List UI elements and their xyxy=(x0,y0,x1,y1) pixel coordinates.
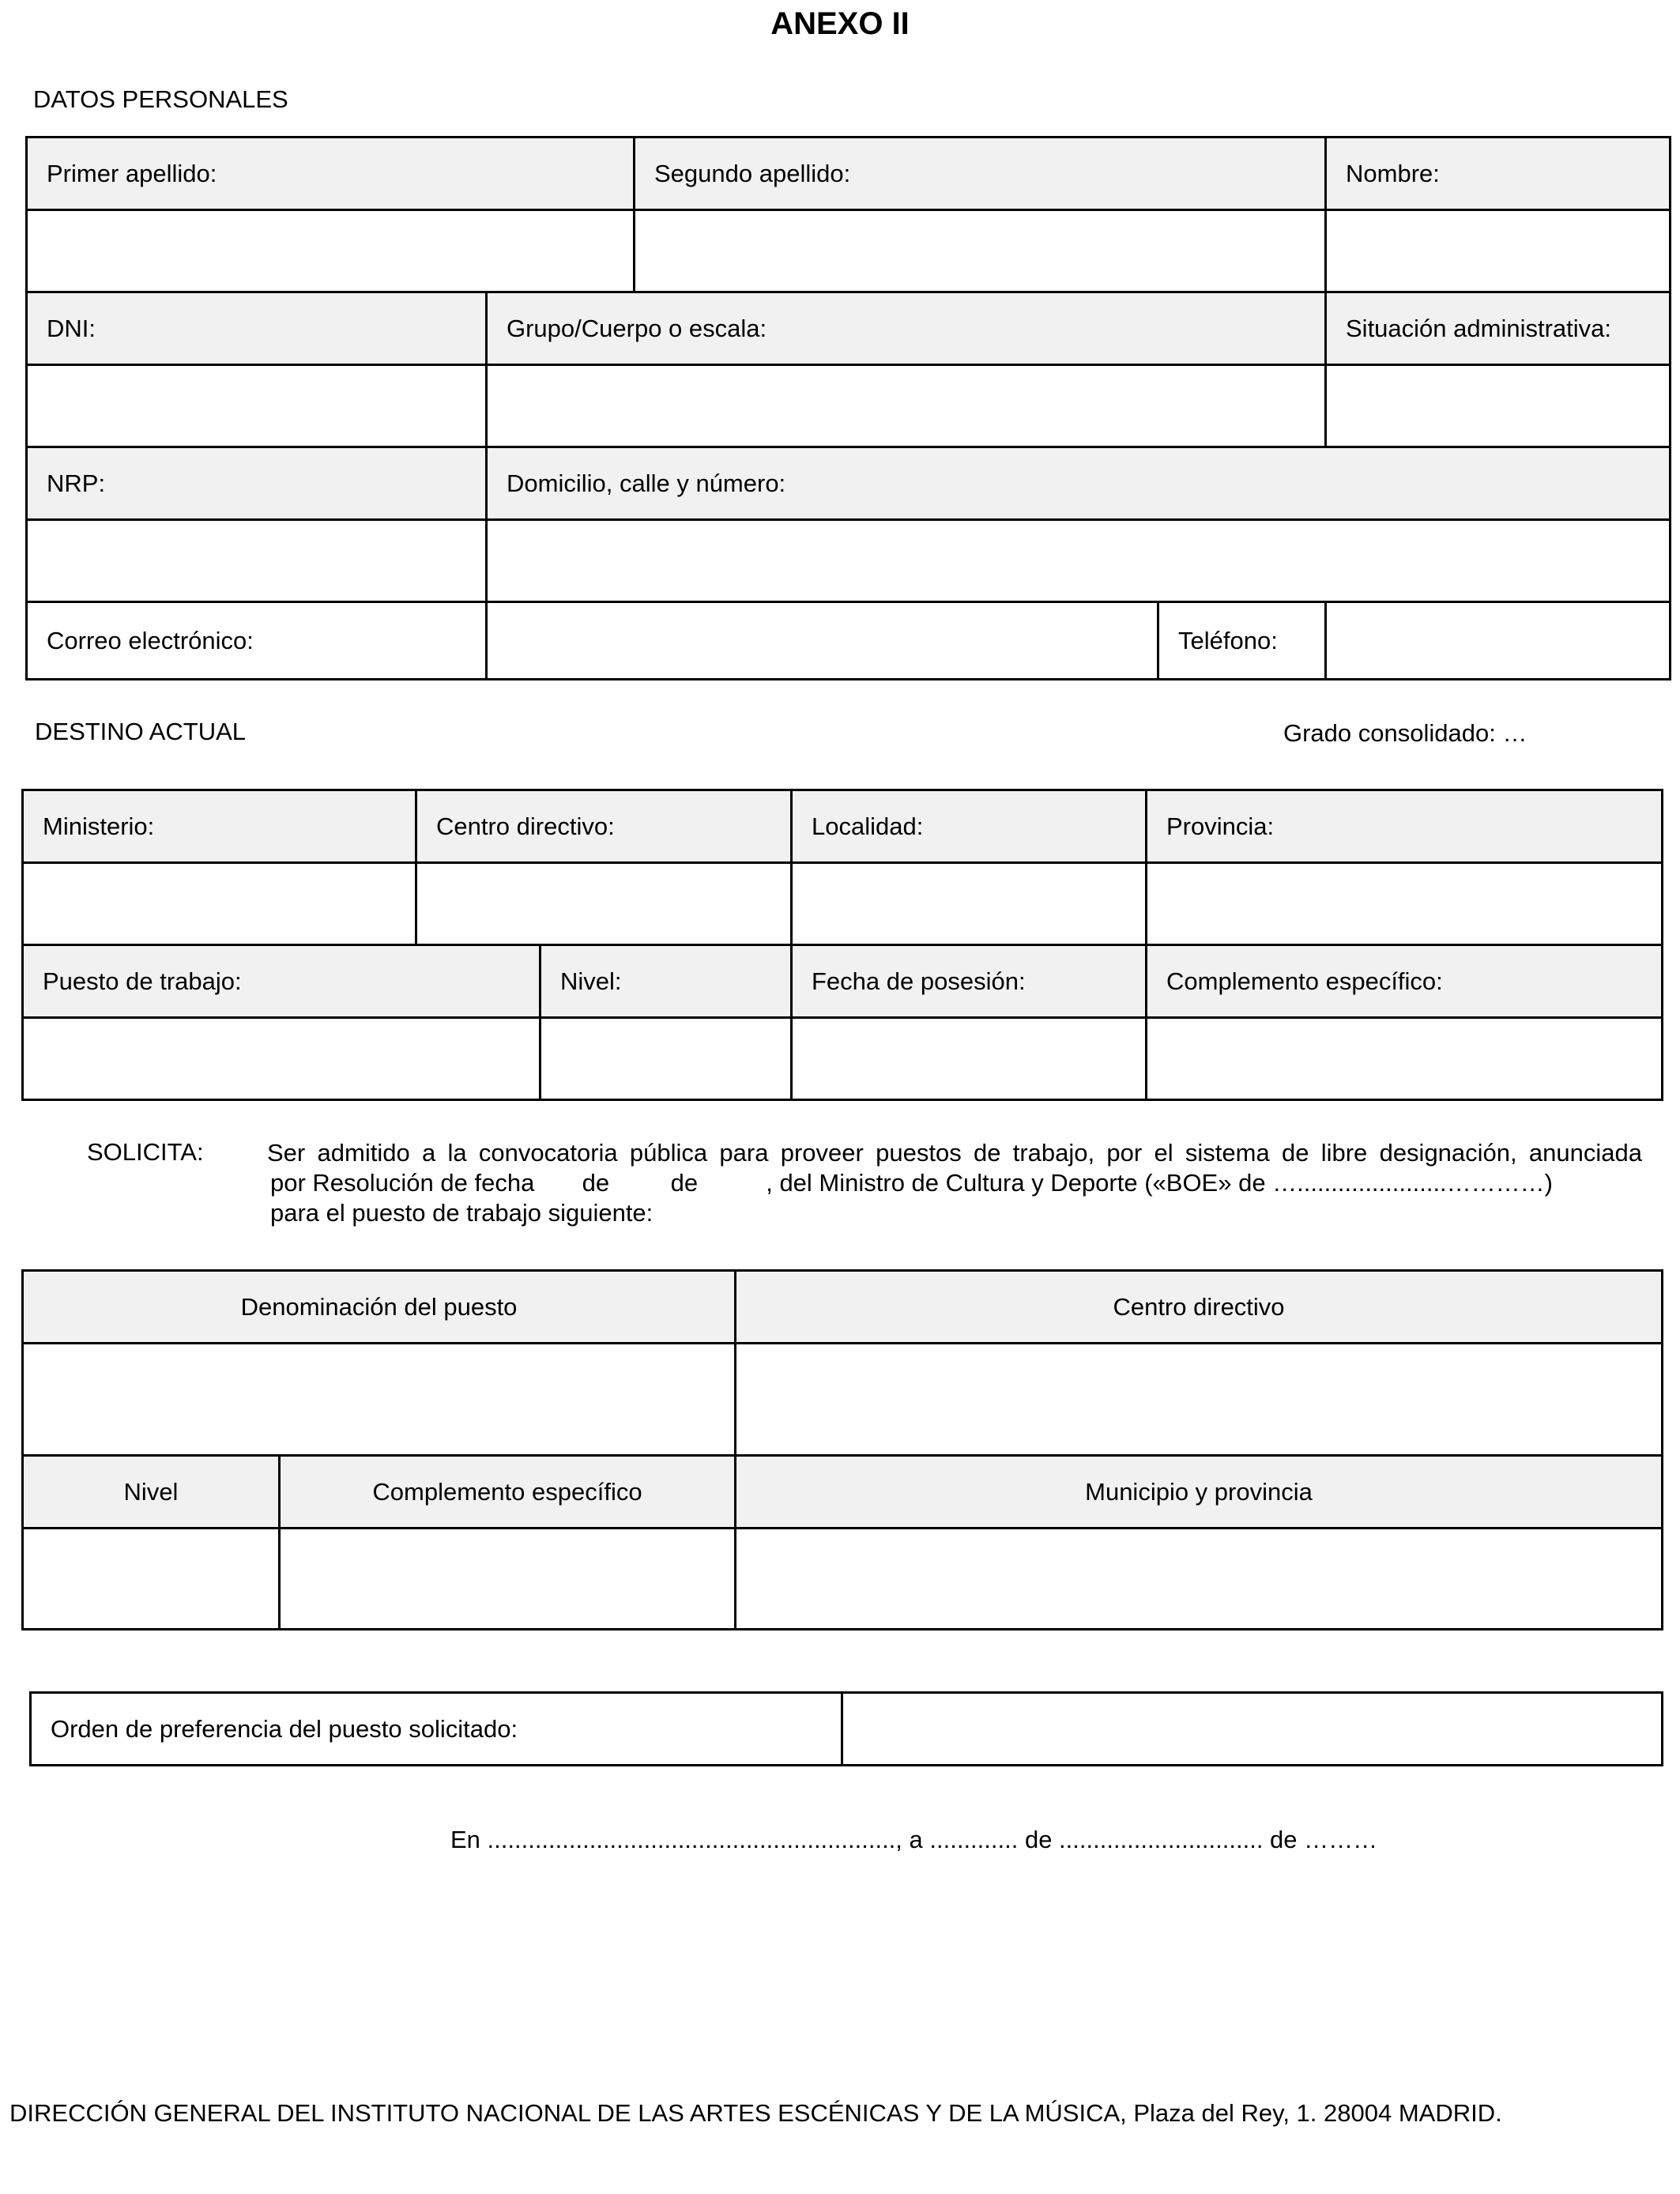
grupo-field[interactable] xyxy=(487,365,1326,447)
primer-apellido-field[interactable] xyxy=(27,210,635,292)
localidad-field[interactable] xyxy=(792,863,1147,945)
requested-post-table xyxy=(21,1269,1663,1630)
grupo-label: Grupo/Cuerpo o escala: xyxy=(487,292,1326,365)
nombre-label: Nombre: xyxy=(1326,138,1671,210)
dni-field[interactable] xyxy=(27,365,487,447)
nombre-field[interactable] xyxy=(1326,210,1671,292)
solicita-line-2: por Resolución de fecha de de , del Ministro de Cultura y Deporte («BOE» de …......................…………) xyxy=(270,1169,1553,1197)
solicita-label: SOLICITA: xyxy=(87,1138,204,1166)
fecha-posesion-field[interactable] xyxy=(792,1018,1147,1100)
correo-label: Correo electrónico: xyxy=(27,602,487,680)
puesto-trabajo-field[interactable] xyxy=(23,1018,541,1100)
nivel-field[interactable] xyxy=(541,1018,792,1100)
complemento-header: Complemento específico xyxy=(280,1456,736,1529)
solicita-text xyxy=(267,1138,1642,1228)
municipio-provincia-field[interactable] xyxy=(736,1529,1663,1630)
centro-directivo-header: Centro directivo xyxy=(736,1271,1663,1344)
nivel-label: Nivel: xyxy=(541,945,792,1018)
dni-label: DNI: xyxy=(27,292,487,365)
nrp-field[interactable] xyxy=(27,520,487,602)
centro-directivo-field[interactable] xyxy=(416,863,792,945)
footer-address: DIRECCIÓN GENERAL DEL INSTITUTO NACIONAL DE LAS ARTES ESCÉNICAS Y DE LA MÚSICA, Plaza del Rey, 1. 28004 MADRID. xyxy=(9,2099,1502,2127)
segundo-apellido-field[interactable] xyxy=(635,210,1326,292)
nivel-request-field[interactable] xyxy=(23,1529,280,1630)
ministerio-field[interactable] xyxy=(23,863,416,945)
document-title: ANEXO II xyxy=(770,6,910,41)
centro-directivo-label: Centro directivo: xyxy=(416,790,792,863)
current-post-table xyxy=(21,789,1663,1101)
complemento-field[interactable] xyxy=(1147,1018,1663,1100)
orden-preferencia-label: Orden de preferencia del puesto solicitado: xyxy=(31,1693,842,1766)
segundo-apellido-label: Segundo apellido: xyxy=(635,138,1326,210)
municipio-provincia-header: Municipio y provincia xyxy=(736,1456,1663,1529)
correo-field[interactable] xyxy=(487,602,1158,680)
denominacion-puesto-field[interactable] xyxy=(23,1344,736,1456)
domicilio-label: Domicilio, calle y número: xyxy=(487,447,1671,520)
solicita-line-3: para el puesto de trabajo siguiente: xyxy=(270,1199,654,1227)
puesto-trabajo-label: Puesto de trabajo: xyxy=(23,945,541,1018)
preference-order-table xyxy=(29,1691,1663,1766)
provincia-label: Provincia: xyxy=(1147,790,1663,863)
centro-directivo-request-field[interactable] xyxy=(736,1344,1663,1456)
nivel-header: Nivel xyxy=(23,1456,280,1529)
domicilio-field[interactable] xyxy=(487,520,1671,602)
solicita-line-1: Ser admitido a la convocatoria pública para proveer puestos de trabajo, por el sistema de libre designación, anunciada xyxy=(267,1139,1642,1167)
telefono-label: Teléfono: xyxy=(1158,602,1326,680)
fecha-posesion-label: Fecha de posesión: xyxy=(792,945,1147,1018)
personal-data-table xyxy=(25,136,1671,680)
denominacion-puesto-header: Denominación del puesto xyxy=(23,1271,736,1344)
place-date-line: En ............................................................, a ............. de .............................. de ……… xyxy=(450,1826,1378,1853)
ministerio-label: Ministerio: xyxy=(23,790,416,863)
localidad-label: Localidad: xyxy=(792,790,1147,863)
nrp-label: NRP: xyxy=(27,447,487,520)
complemento-label: Complemento específico: xyxy=(1147,945,1663,1018)
personal-data-heading: DATOS PERSONALES xyxy=(33,85,288,113)
provincia-field[interactable] xyxy=(1147,863,1663,945)
complemento-request-field[interactable] xyxy=(280,1529,736,1630)
current-post-heading: DESTINO ACTUAL xyxy=(35,718,246,745)
situacion-field[interactable] xyxy=(1326,365,1671,447)
primer-apellido-label: Primer apellido: xyxy=(27,138,635,210)
orden-preferencia-field[interactable] xyxy=(842,1693,1663,1766)
telefono-field[interactable] xyxy=(1326,602,1671,680)
grado-consolidado: Grado consolidado: … xyxy=(1283,719,1527,747)
situacion-label: Situación administrativa: xyxy=(1326,292,1671,365)
